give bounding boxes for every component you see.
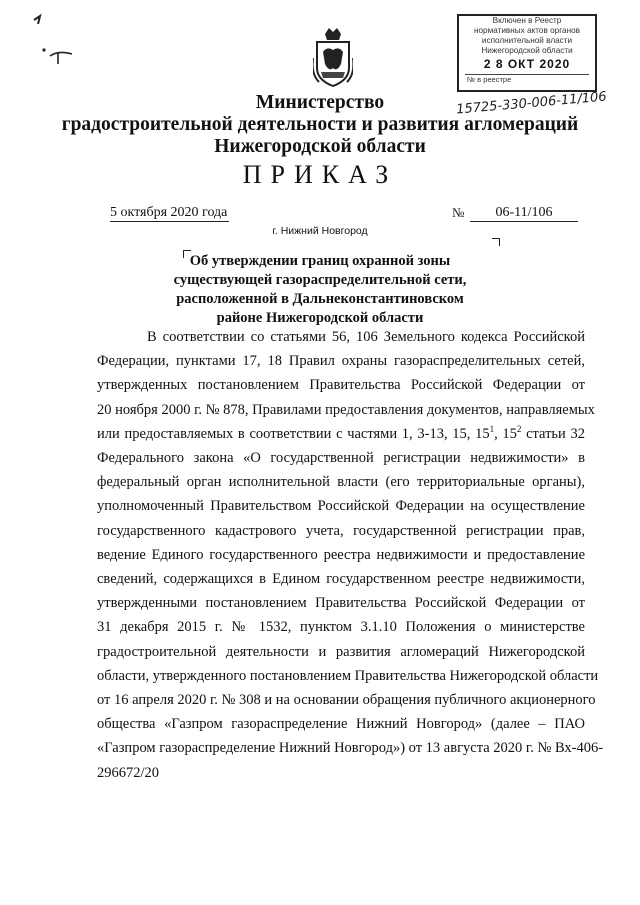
body-line: Федерации, пунктами 17, 18 Правил охраны газораспределительных сетей, bbox=[97, 353, 585, 370]
body-line: градостроительной деятельности и развития агломераций Нижегородской bbox=[97, 643, 585, 660]
subject-line: районе Нижегородской области bbox=[216, 310, 424, 326]
body-line: общества «Газпром газораспределение Нижний Новгород» (далее – ПАО bbox=[97, 716, 585, 733]
body-line: уполномоченный Правительством Российской Федерации на осуществление bbox=[97, 498, 585, 515]
superscript: 1 bbox=[489, 423, 495, 434]
scan-marks bbox=[28, 12, 78, 72]
coat-of-arms-emblem bbox=[313, 28, 353, 90]
body-text: или предоставляемых в соответствии с частями 1, 3-13, 15, 15 bbox=[97, 425, 490, 442]
body-line: «Газпром газораспределение Нижний Новгород») от 13 августа 2020 г. № Вх-406- bbox=[97, 740, 604, 757]
body-line: В соответствии со статьями 56, 106 Земельного кодекса Российской bbox=[147, 329, 585, 345]
stamp-line: Включен в Реестр bbox=[492, 16, 562, 25]
order-number: 06-11/106 bbox=[470, 205, 578, 222]
ministry-title-line: градостроительной деятельности и развития агломераций bbox=[61, 114, 579, 135]
order-number-label: № bbox=[452, 205, 465, 220]
order-date: 5 октября 2020 года bbox=[110, 205, 228, 220]
registry-number-handwritten: 15725-330-006-11/106 bbox=[455, 89, 608, 118]
body-line: утвержденными постановлением Правительства Российской Федерации от bbox=[97, 595, 585, 612]
stamp-registry-label: № в реестре bbox=[467, 75, 512, 84]
city-name: г. Нижний Новгород bbox=[272, 225, 368, 237]
subject-line: Об утверждении границ охранной зоны bbox=[189, 253, 451, 269]
corner-mark bbox=[492, 238, 500, 246]
body-line: сведений, содержащихся в Едином государственном реестре недвижимости, bbox=[97, 571, 585, 588]
body-paragraph bbox=[97, 325, 604, 785]
body-text: , 15 bbox=[494, 425, 517, 442]
body-line: государственного кадастрового учета, государственной регистрации прав, bbox=[97, 522, 585, 539]
body-line: от 16 апреля 2020 г. № 308 и на основании обращения публичного акционерного bbox=[97, 692, 596, 709]
superscript: 2 bbox=[516, 423, 522, 434]
body-line: федеральный орган исполнительной власти (его территориальные органы), bbox=[97, 474, 585, 491]
stamp-line: исполнительной власти bbox=[481, 36, 573, 45]
subject-line: расположенной в Дальнеконстантиновском bbox=[176, 291, 464, 307]
body-line: утвержденных постановлением Правительства Российской Федерации от bbox=[97, 377, 585, 394]
order-subject bbox=[0, 252, 640, 328]
body-line: 31 декабря 2015 г. № 1532, пунктом 3.1.10 Положения о министерстве bbox=[97, 619, 585, 636]
body-text: статьи 32 bbox=[521, 425, 585, 442]
ministry-title-line: Нижегородской области bbox=[214, 136, 426, 157]
stamp-line: нормативных актов органов bbox=[473, 26, 581, 35]
document-type-heading: ПРИКАЗ bbox=[242, 160, 398, 189]
body-line: 20 ноября 2000 г. № 878, Правилами предоставления документов, направляемых bbox=[97, 401, 595, 418]
stamp-date: 2 8 ОКТ 2020 bbox=[483, 57, 571, 71]
body-line: 296672/20 bbox=[97, 764, 160, 781]
body-line bbox=[97, 422, 585, 446]
subject-line: существующей газораспределительной сети, bbox=[173, 272, 467, 288]
body-line: ведение Единого государственного реестра недвижимости и предоставление bbox=[97, 546, 585, 563]
ministry-title-line: Министерство bbox=[255, 92, 385, 113]
body-line: Федерального закона «О государственной регистрации недвижимости» в bbox=[97, 450, 585, 467]
stamp-line: Нижегородской области bbox=[481, 46, 573, 55]
body-line: области, утвержденного постановлением Правительства Нижегородской области bbox=[97, 667, 599, 684]
registry-stamp bbox=[457, 14, 597, 92]
